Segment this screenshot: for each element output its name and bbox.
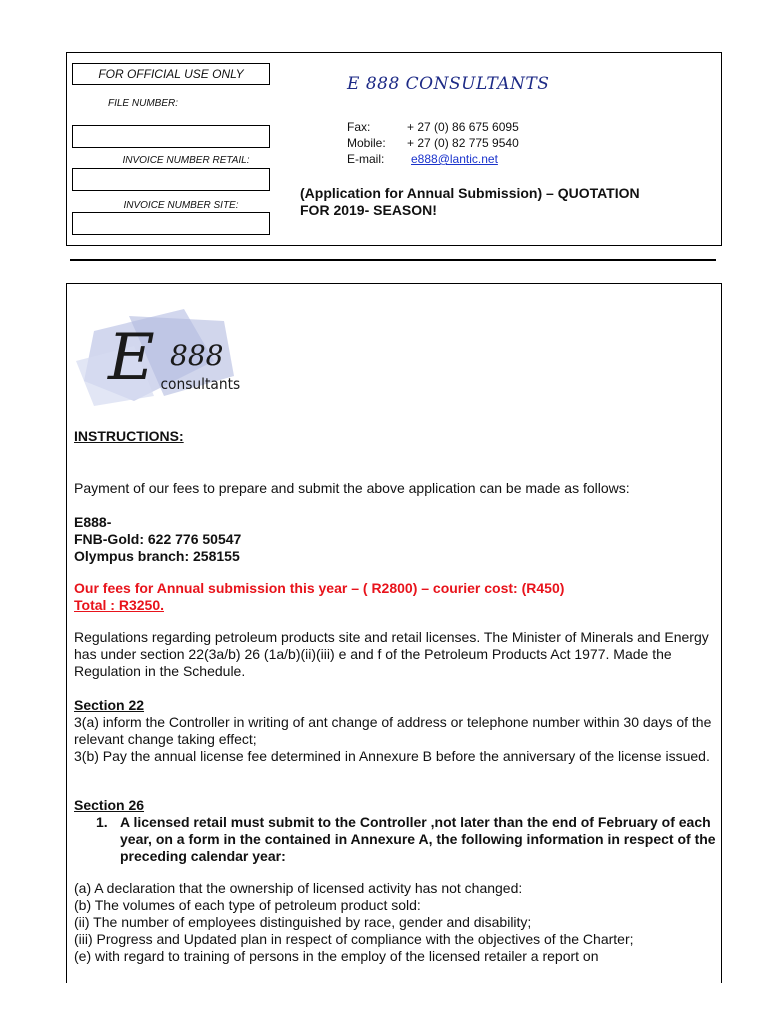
fax-value: + 27 (0) 86 675 6095 xyxy=(407,120,519,134)
fees-line-1: Our fees for Annual submission this year – ( R2800) – courier cost: (R450) xyxy=(74,580,565,596)
bank-line-2: FNB-Gold: 622 776 50547 xyxy=(74,531,242,547)
regulations-text: Regulations regarding petroleum products site and retail licenses. The Minister of Minerals and Energy has under section 22(3a/b) 26 (1a/b)(ii)(iii) e and f of the Petroleum Products Act 1977. Made the Regulation in the Schedule. xyxy=(74,629,709,679)
section-26-heading: Section 26 xyxy=(74,797,145,813)
section-22-heading: Section 22 xyxy=(74,697,145,713)
invoice-site-label: INVOICE NUMBER SITE: xyxy=(123,200,239,211)
fees-total: Total : R3250. xyxy=(74,597,164,613)
invoice-retail-label: INVOICE NUMBER RETAIL: xyxy=(122,155,250,166)
quotation-line-1: (Application for Annual Submission) – QUOTATION xyxy=(300,185,640,201)
mobile-label: Mobile: xyxy=(347,136,386,150)
item-e: (e) with regard to training of persons in the employ of the licensed retailer a report on xyxy=(74,948,599,964)
payment-text: Payment of our fees to prepare and submit the above application can be made as follows: xyxy=(74,480,630,496)
email-link[interactable]: e888@lantic.net xyxy=(411,152,498,166)
invoice-site-field[interactable] xyxy=(72,212,270,235)
quotation-line-2: FOR 2019- SEASON! xyxy=(300,202,437,218)
instructions-heading: INSTRUCTIONS: xyxy=(74,428,184,444)
section-22 xyxy=(74,697,714,765)
official-use-label: FOR OFFICIAL USE ONLY xyxy=(72,63,270,85)
bank-line-3: Olympus branch: 258155 xyxy=(74,548,240,564)
bank-line-1: E888- xyxy=(74,514,112,530)
item-ii: (ii) The number of employees distinguished by race, gender and disability; xyxy=(74,914,532,930)
logo-number: 888 xyxy=(170,339,224,372)
fees-block xyxy=(74,580,714,614)
section-22-b: 3(b) Pay the annual license fee determined in Annexure B before the anniversary of the license issued. xyxy=(74,748,710,764)
e888-logo xyxy=(74,301,248,411)
quotation-title xyxy=(300,185,710,219)
section-26-subitems xyxy=(74,880,714,965)
file-number-field[interactable] xyxy=(72,125,270,148)
section-26-item-text: A licensed retail must submit to the Controller ,not later than the end of February of each year, on a form in the contained in Annexure A, the following information in respect of the preceding calendar year: xyxy=(120,814,716,864)
logo-word: consultants xyxy=(160,376,241,394)
section-22-a: 3(a) inform the Controller in writing of ant change of address or telephone number within 30 days of the relevant change taking effect; xyxy=(74,714,712,747)
item-a: (a) A declaration that the ownership of licensed activity has not changed: xyxy=(74,880,523,896)
file-number-label: FILE NUMBER: xyxy=(107,98,178,109)
bank-details xyxy=(74,514,714,565)
item-iii: (iii) Progress and Updated plan in respect of compliance with the objectives of the Charter; xyxy=(74,931,634,947)
mobile-value: + 27 (0) 82 775 9540 xyxy=(407,136,519,150)
fax-label: Fax: xyxy=(347,120,371,134)
email-label: E-mail: xyxy=(347,152,385,166)
logo-letter: E xyxy=(108,321,155,395)
invoice-retail-field[interactable] xyxy=(72,168,270,191)
divider xyxy=(70,259,716,261)
company-name: E 888 CONSULTANTS xyxy=(347,74,550,94)
section-26-item-number: 1. xyxy=(96,814,108,830)
item-b: (b) The volumes of each type of petroleum product sold: xyxy=(74,897,421,913)
contact-block xyxy=(347,119,547,169)
section-26-item xyxy=(96,814,716,865)
